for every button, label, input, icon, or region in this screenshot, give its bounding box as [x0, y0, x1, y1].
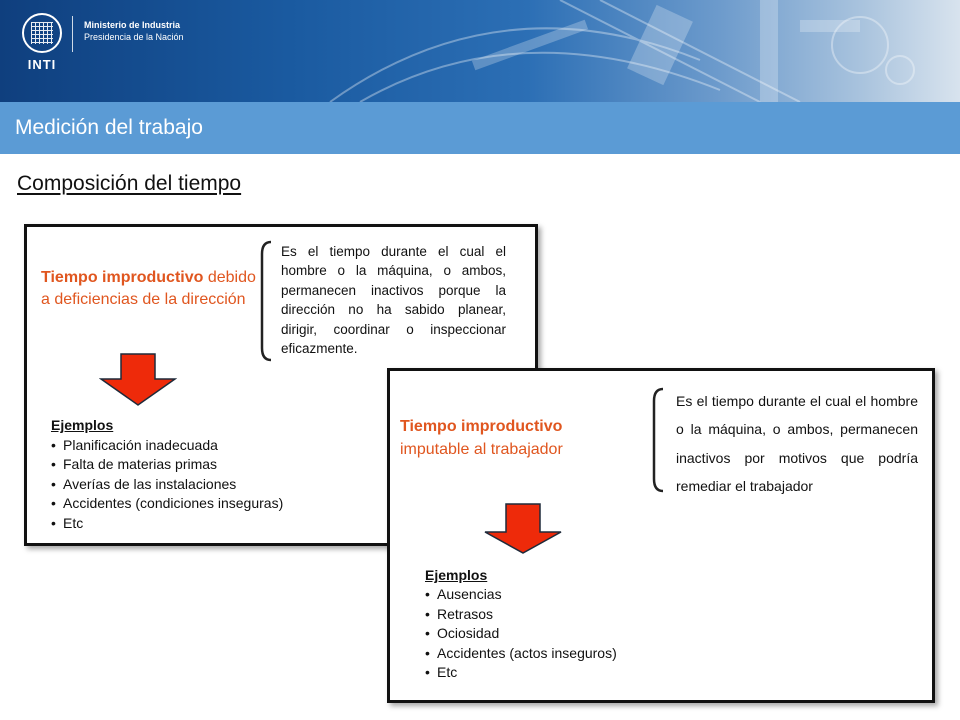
panel1-down-arrow-icon [99, 353, 177, 407]
logo-divider [72, 16, 73, 52]
panel2-heading [400, 415, 640, 461]
panel2-heading-rest: imputable al trabajador [400, 441, 563, 458]
ministry-line-2: Presidencia de la Nación [84, 32, 184, 42]
panel1-brace-icon [259, 240, 273, 364]
list-item: • Accidentes (condiciones inseguras) [51, 494, 283, 513]
ministry-line-1: Ministerio de Industria [84, 20, 181, 30]
panel1-description: Es el tiempo durante el cual el hombre o la máquina, o ambos, permanecen inactivos porque la dirección no ha sabido planear, dirigir, coordinar o inspeccionar eficazmente. [281, 244, 506, 357]
list-item: • Etc [425, 663, 617, 683]
panel2-down-arrow-icon [483, 503, 563, 555]
panel2-brace-icon [651, 387, 665, 495]
list-item: • Etc [51, 514, 283, 533]
panel1-examples-title: Ejemplos [51, 417, 114, 433]
list-item: • Ociosidad [425, 624, 617, 644]
panel2-description: Es el tiempo durante el cual el hombre o la máquina, o ambos, permanecen inactivos por motivos que podría remediar el trabajador [676, 393, 918, 495]
panel1-examples-list [51, 436, 283, 533]
technology-collage-image [0, 0, 960, 102]
list-item: • Ausencias [425, 585, 617, 605]
list-item: • Planificación inadecuada [51, 436, 283, 455]
panel1-heading [41, 267, 267, 311]
inti-logo-icon [22, 13, 62, 53]
title-bar [0, 102, 960, 154]
list-item: • Retrasos [425, 605, 617, 625]
panel-worker-attributable [387, 368, 935, 703]
panel1-heading-bold: Tiempo improductivo [41, 269, 204, 286]
panel2-examples-list [425, 585, 617, 683]
ministry-label [84, 19, 184, 43]
panel1-heading-rest: debido a deficiencias de la dirección [41, 269, 256, 308]
logo-text: INTI [27, 57, 57, 72]
header-banner [0, 0, 960, 102]
list-item: • Averías de las instalaciones [51, 475, 283, 494]
panel2-heading-bold: Tiempo improductivo [400, 418, 563, 435]
list-item: • Accidentes (actos inseguros) [425, 644, 617, 664]
list-item: • Falta de materias primas [51, 455, 283, 474]
panel2-examples-title: Ejemplos [425, 567, 488, 583]
slide-title: Medición del trabajo [15, 116, 203, 139]
slide-subtitle: Composición del tiempo [17, 172, 242, 195]
